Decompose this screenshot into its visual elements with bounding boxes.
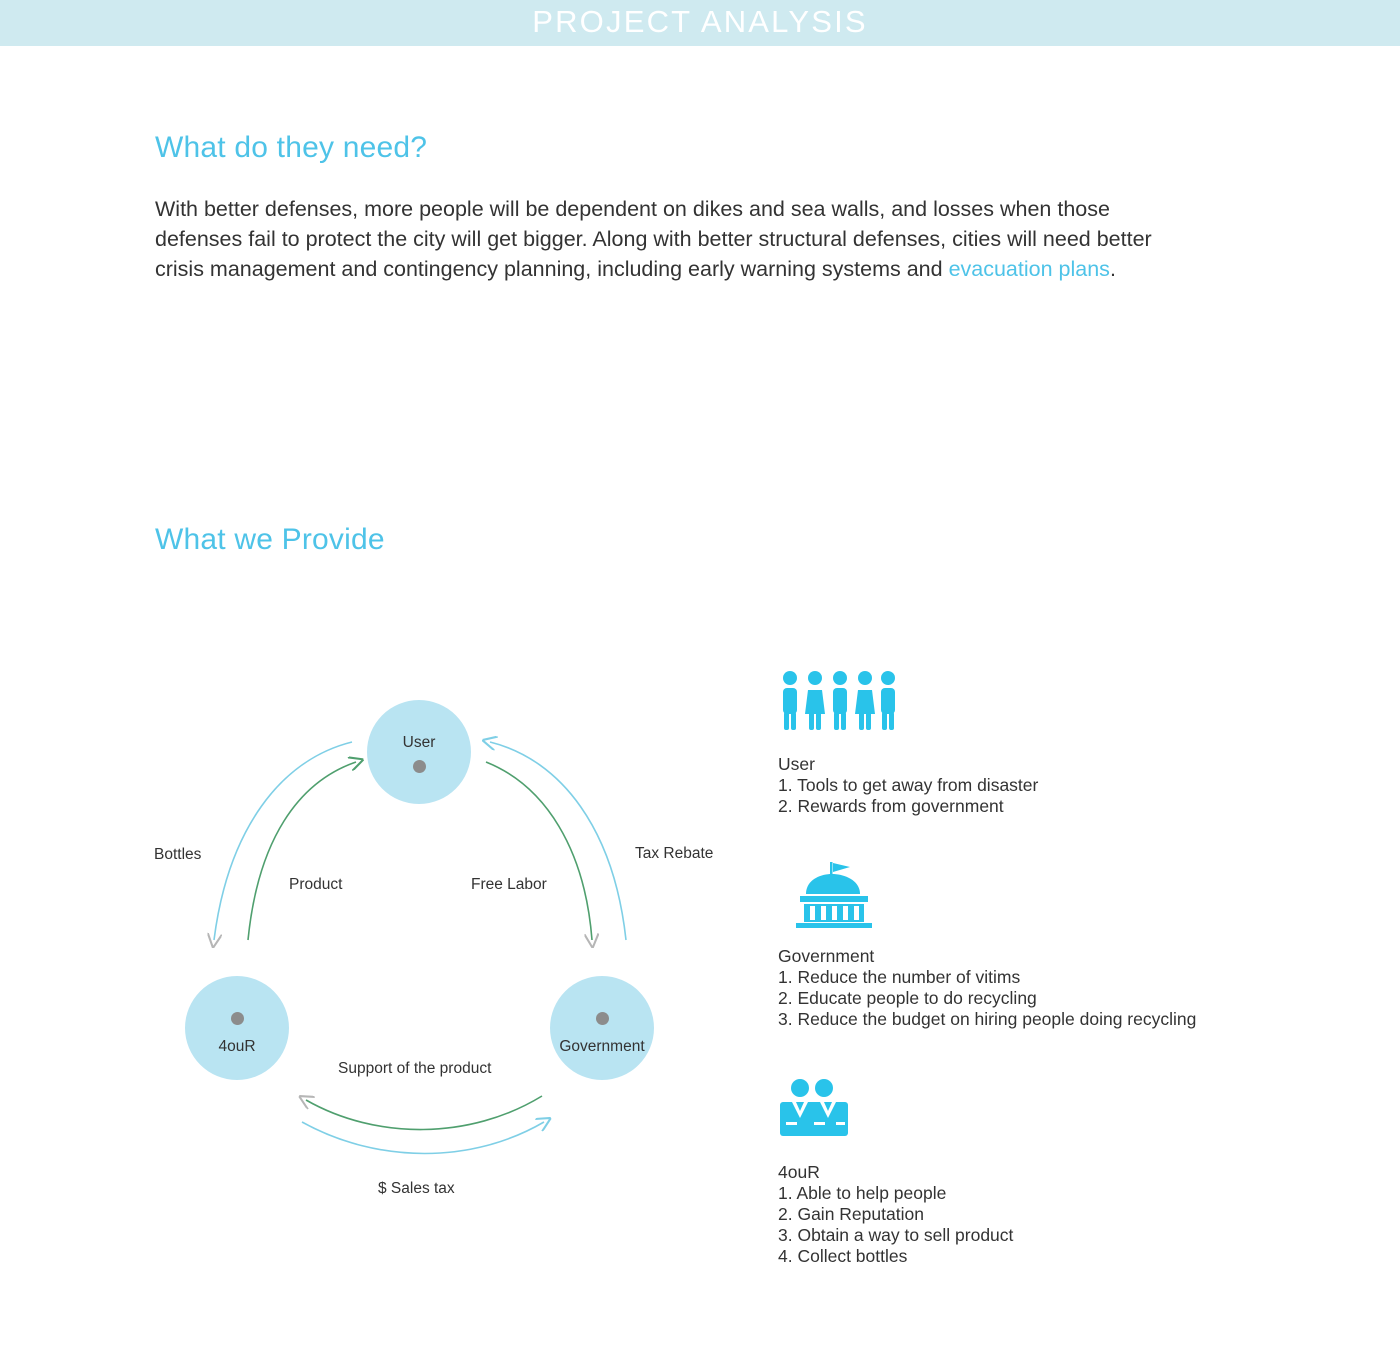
list-item: 1. Able to help people (778, 1183, 947, 1203)
need-paragraph-text: With better defenses, more people will be dependent on dikes and sea walls, and losses when those defenses fail to protect the city will get bigger. Along with better structural defenses, cities will need better crisis management and contingency planning, including early warning systems and (155, 197, 1152, 281)
node-dot-icon (413, 760, 426, 773)
edge-label-support: Support of the product (338, 1060, 492, 1077)
business-team-icon (778, 1078, 1338, 1140)
legend-user (778, 670, 1338, 817)
list-item: 4. Collect bottles (778, 1246, 908, 1266)
legend-user-list (778, 775, 1338, 817)
cycle-node-user-label: User (402, 734, 436, 751)
list-item: 3. Reduce the budget on hiring people doing recycling (778, 1009, 1197, 1029)
node-dot-icon (596, 1012, 609, 1025)
legend-four (778, 1078, 1338, 1267)
edge-label-tax-rebate: Tax Rebate (635, 845, 714, 862)
government-building-icon-svg (778, 862, 890, 928)
section-heading-need: What do they need? (155, 131, 428, 164)
section-heading-provide: What we Provide (155, 523, 385, 556)
list-item: 2. Rewards from government (778, 796, 1004, 816)
list-item: 1. Reduce the number of vitims (778, 967, 1021, 987)
edge-label-bottles: Bottles (154, 846, 202, 863)
list-item: 2. Educate people to do recycling (778, 988, 1037, 1008)
value-cycle-diagram (130, 640, 750, 1240)
evacuation-plans-link[interactable]: evacuation plans (948, 257, 1110, 281)
legend-government-title: Government (778, 946, 875, 966)
page-title: PROJECT ANALYSIS (532, 4, 868, 39)
cycle-node-four[interactable] (185, 976, 289, 1080)
people-group-icon-svg (778, 670, 898, 732)
people-group-icon (778, 670, 1338, 732)
list-item: 2. Gain Reputation (778, 1204, 924, 1224)
government-building-icon (778, 862, 1338, 924)
need-paragraph (155, 194, 1195, 284)
edge-label-product: Product (289, 876, 343, 893)
legend-government (778, 862, 1338, 1030)
edge-label-sales-tax: $ Sales tax (378, 1180, 455, 1197)
legend-government-list (778, 967, 1338, 1030)
edge-label-free-labor: Free Labor (471, 876, 547, 893)
cycle-node-user[interactable] (367, 700, 471, 804)
need-paragraph-tail: . (1109, 257, 1116, 281)
legend-four-list (778, 1183, 1338, 1267)
cycle-node-government[interactable] (550, 976, 654, 1080)
node-dot-icon (231, 1012, 244, 1025)
cycle-node-four-label: 4ouR (218, 1038, 256, 1055)
list-item: 3. Obtain a way to sell product (778, 1225, 1014, 1245)
list-item: 1. Tools to get away from disaster (778, 775, 1039, 795)
business-team-icon-svg (778, 1078, 864, 1140)
legend-user-title: User (778, 754, 815, 774)
cycle-node-government-label: Government (559, 1038, 645, 1055)
legend-four-title: 4ouR (778, 1162, 820, 1182)
